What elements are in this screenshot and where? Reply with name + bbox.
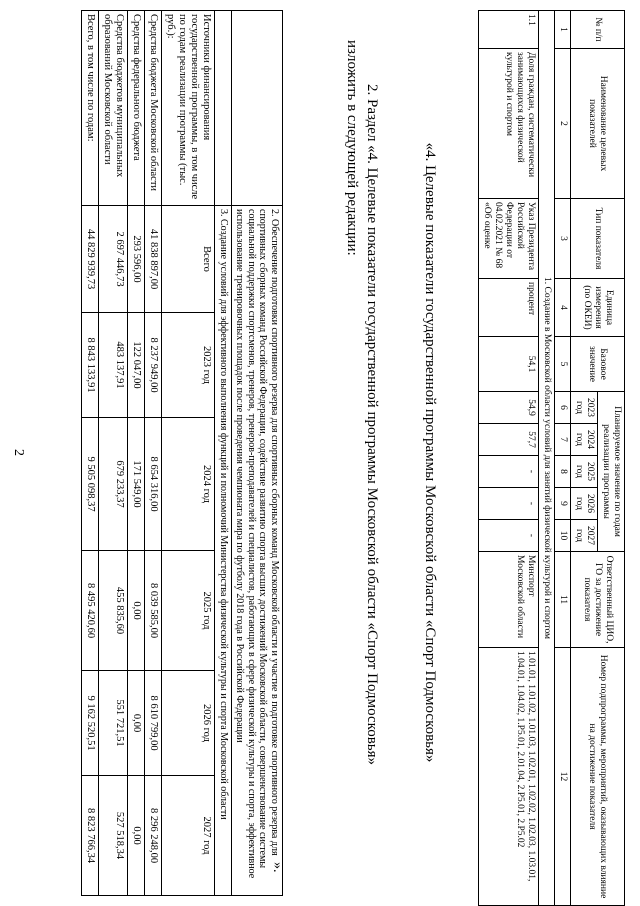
table-row xyxy=(479,11,539,906)
column-header: 2023 год xyxy=(162,313,215,418)
cell-value: 8 654 316,00 xyxy=(145,418,162,551)
cell-value: 9 162 520,51 xyxy=(82,671,99,776)
column-number: 12 xyxy=(555,648,571,906)
page-number: 2 xyxy=(11,449,26,456)
column-number: 2 xyxy=(555,49,571,199)
amendment-line: 2. Раздел «4. Целевые показатели государственной программы Московской области «Спорт Подмосковья» xyxy=(364,84,380,766)
row-no: 1.1 xyxy=(479,11,539,49)
header-programs: Номер подпрограммы, мероприятий, оказывающих влияние на достижение показателя xyxy=(571,648,625,906)
cell-value: 293 596,00 xyxy=(128,206,145,313)
cell-value: 0,00 xyxy=(128,551,145,671)
row-label: Средства бюджетов муниципальных образований Московской области xyxy=(99,11,128,206)
financing-row xyxy=(145,11,162,896)
cell-value: 2 697 446,73 xyxy=(99,206,128,313)
header-unit: Единица измерения (по ОКЕИ) xyxy=(571,279,625,337)
financing-row xyxy=(99,11,128,896)
column-number: 7 xyxy=(555,424,571,456)
row-label: Всего, в том числе по годам: xyxy=(82,11,99,206)
row-unit: процент xyxy=(479,279,539,337)
column-header: 2024 год xyxy=(162,418,215,551)
goal-row xyxy=(232,11,283,896)
financing-header-label: Источники финансирования государственной программы, в том числе по годам реализации программы (тыс. руб.): xyxy=(162,11,215,206)
row-label: Средства бюджета Московской области xyxy=(145,11,162,206)
column-number: 11 xyxy=(555,552,571,648)
column-header: 2025 год xyxy=(162,551,215,671)
column-number: 9 xyxy=(555,488,571,520)
header-base: Базовое значение xyxy=(571,337,625,392)
cell-value: 41 838 897,00 xyxy=(145,206,162,313)
column-header: Всего xyxy=(162,206,215,313)
amendment-line: изложить в следующей редакции: xyxy=(344,40,360,256)
cell-value: 8 610 799,00 xyxy=(145,671,162,776)
goal-row xyxy=(215,11,232,896)
goal-label xyxy=(215,11,232,206)
cell-value: 8 843 133,91 xyxy=(82,313,99,418)
column-number: 6 xyxy=(555,392,571,424)
cell-value: 8 296 248,00 xyxy=(145,776,162,896)
row-base: 54,1 xyxy=(479,337,539,392)
column-number: 10 xyxy=(555,520,571,552)
indicators-table xyxy=(478,10,625,906)
row-value: - xyxy=(479,520,539,552)
financing-header-row xyxy=(162,11,215,896)
header-name: Наименование целевых показателей xyxy=(571,49,625,199)
column-number: 3 xyxy=(555,199,571,279)
row-value: - xyxy=(479,456,539,488)
closing-quote: ». xyxy=(270,862,285,873)
column-number: 4 xyxy=(555,279,571,337)
section-title: 1. Создание в Московской области условий для занятий физической культурой и спортом xyxy=(539,11,555,906)
cell-value: 9 505 098,37 xyxy=(82,418,99,551)
column-number: 1 xyxy=(555,11,571,49)
amendment-paragraph xyxy=(342,40,382,860)
financing-total-row xyxy=(82,11,99,896)
header-year: 2026 год xyxy=(571,488,598,520)
financing-row xyxy=(128,11,145,896)
row-type: Указ Президента Российской Федерации от 04.02.2021 № 68 «Об оценке xyxy=(479,199,539,279)
column-number-row xyxy=(555,11,571,906)
header-year: 2025 год xyxy=(571,456,598,488)
cell-value: 44 829 939,73 xyxy=(82,206,99,313)
cell-value: 0,00 xyxy=(128,671,145,776)
goal-text: 3. Создание условий для эффективного выполнения функций и полномочий Министерства физической культуры и спорта Московской области xyxy=(215,206,232,896)
cell-value: 8 823 766,34 xyxy=(82,776,99,896)
row-label: Средства федерального бюджета xyxy=(128,11,145,206)
header-year: 2027 год xyxy=(571,520,598,552)
section-heading: «4. Целевые показатели государственной программы Московской области «Спорт Подмосковья» xyxy=(422,142,438,763)
row-programs: 1.01.01, 1.01.02, 1.01.03, 1.02.01, 1.02.02, 1.02.03, 1.03.01, 1.04.01, 1.04.02, 1.P5.01, 2.01.04, 2.P5.01, 2.P5.02 xyxy=(479,648,539,906)
cell-value: 171 549,00 xyxy=(128,418,145,551)
row-value: 54,9 xyxy=(479,392,539,424)
header-no: № п/п xyxy=(571,11,625,49)
cell-value: 0,00 xyxy=(128,776,145,896)
cell-value: 8 237 949,00 xyxy=(145,313,162,418)
header-responsible: Ответственный ЦИО, ГО за достижение показателя xyxy=(571,552,625,648)
row-value: 57,7 xyxy=(479,424,539,456)
cell-value: 455 835,60 xyxy=(99,551,128,671)
financing-table xyxy=(82,10,284,896)
section-title-row xyxy=(539,11,555,906)
header-planned: Планируемое значение по годам реализации программы xyxy=(598,392,625,552)
row-value: - xyxy=(479,488,539,520)
column-header: 2026 год xyxy=(162,671,215,776)
cell-value: 679 233,37 xyxy=(99,418,128,551)
header-year: 2024 год xyxy=(571,424,598,456)
cell-value: 8 039 585,00 xyxy=(145,551,162,671)
header-type: Тип показателя xyxy=(571,199,625,279)
goal-text: 2. Обеспечение подготовки спортивного резерва для спортивных сборных команд Московской области и участие в подготовке спортивного резерва для спортивных сборных команд Российской Федерации, содействие развитию спорта высших достижений Московской области, совершенствование системы социальной поддержки спортсменов, тренеров, тренеров-преподавателей и специалистов, работающих в сфере физической культуры и спорта, эффективное использование тренировочных площадок после проведения чемпионата мира по футболу 2018 года в Российской Федерации xyxy=(232,206,283,896)
cell-value: 122 047,00 xyxy=(128,313,145,418)
cell-value: 527 518,34 xyxy=(99,776,128,896)
row-name: Доля граждан, систематически занимающихся физической культурой и спортом xyxy=(479,49,539,199)
column-number: 8 xyxy=(555,456,571,488)
header-row xyxy=(598,11,625,906)
header-year: 2023 год xyxy=(571,392,598,424)
column-number: 5 xyxy=(555,337,571,392)
cell-value: 8 495 420,60 xyxy=(82,551,99,671)
cell-value: 483 137,91 xyxy=(99,313,128,418)
column-header: 2027 год xyxy=(162,776,215,896)
goal-label xyxy=(232,11,283,206)
cell-value: 551 721,51 xyxy=(99,671,128,776)
row-responsible: Минспорт Московской области xyxy=(479,552,539,648)
